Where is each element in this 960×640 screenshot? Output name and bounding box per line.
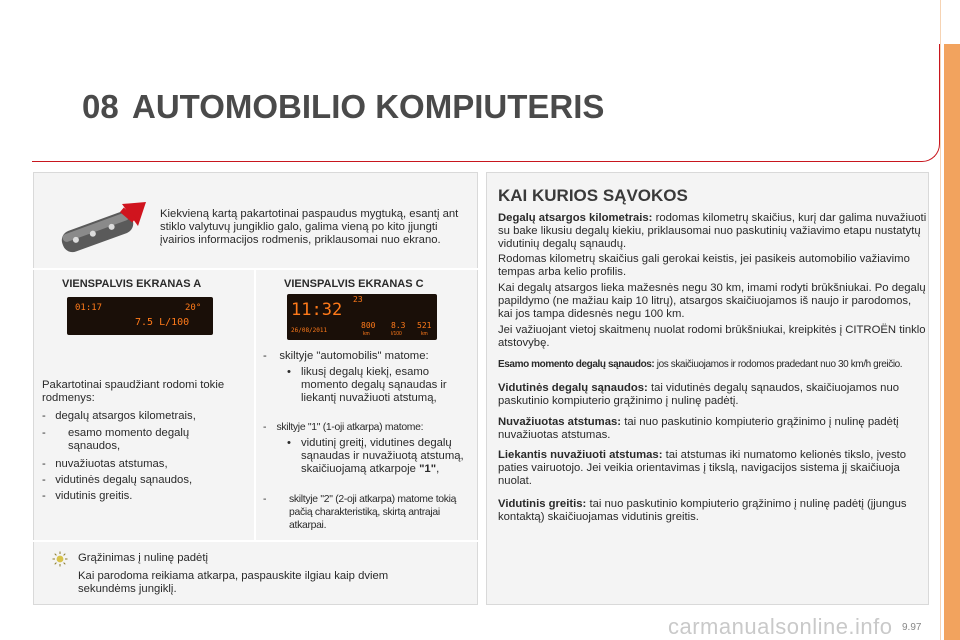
term-distance: Nuvažiuotas atstumas: [498, 416, 622, 428]
definition-distance: tai nuo paskutinio kompiuterio grąžinimo į nulinę padėtį nuvažiuotas atstumas. [498, 416, 899, 441]
term-remaining-distance: Liekantis nuvažiuoti atstumas: [498, 449, 663, 461]
divider [33, 540, 478, 542]
page-title: AUTOMOBILIO KOMPIUTERIS [132, 88, 605, 125]
section-title: KAI KURIOS SĄVOKOS [498, 186, 688, 205]
c-item-b-text: skiltyje "1" (1-oji atkarpa) matome: [276, 422, 424, 433]
c-item-a-sub-text: likusį degalų kiekį, esamo momento degalų sąnaudas ir liekantį nuvažiuoti atstumą, [301, 366, 447, 404]
definition-average-consumption: tai vidutinės degalų sąnaudos, skaičiuojamos nuo paskutinio kompiuterio grąžinimo į nulinę padėtį. [498, 382, 900, 407]
screen-c-value-3: 521 [417, 321, 432, 330]
paragraph-fuel-range [498, 212, 928, 251]
c-item-b: - skiltyje "1" (1-oji atkarpa) matome: [263, 422, 424, 433]
paragraph-dashes: Kai degalų atsargos lieka mažesnės negu 30 km, imami rodyti brūkšniukai. Po degalų papildymo (ne mažiau kaip 10 litrų), atsargos skaičiuojamos iš naujo ir parodomos, kai jos tampa didesnės negu 100 km. [498, 282, 926, 320]
definition-average-speed: tai nuo paskutinio kompiuterio grąžinimo į nulinę padėtį (įjungus kontaktą) skaičiuojamas vidutinis greitis. [498, 498, 907, 523]
intro-text: Kiekvieną kartą pakartotinai paspaudus mygtuką, esantį ant stiklo valytuvų jungiklio galo, galima vieną po kito įjungti įvairios informacijos rodmenis, priklausomai nuo ekrano. [160, 208, 459, 246]
paragraph-remaining-distance [498, 449, 928, 488]
screen-c-time: 11:32 [291, 300, 343, 320]
c-item-b-sub-text: vidutinį greitį, vidutines degalų sąnaudas ir nuvažiuotą atstumą, skaičiuojamą atkarpoje [301, 437, 464, 475]
watermark: carmanualsonline.info [668, 614, 893, 639]
chapter-number: 08 [82, 88, 119, 125]
page-edge-line [940, 0, 941, 640]
screen-c-unit-2: l/100 [391, 331, 402, 337]
screen-c-unit-1: km [363, 331, 370, 337]
screen-c-value-2: 8.3 [391, 321, 406, 330]
c-item-c: - skiltyje "2" (2-oji atkarpa) matome tokią pačią charakteristiką, skirtą antrajai atkarpai. [263, 493, 468, 532]
term-fuel-range: Degalų atsargos kilometrais: [498, 212, 653, 224]
paragraph-average-consumption [498, 382, 928, 408]
definition-current-consumption: jos skaičiuojamos ir rodomos pradedant nuo 30 km/h greičio. [656, 359, 903, 370]
screen-a-display [67, 297, 213, 335]
screen-c-value-1: 800 [361, 321, 376, 330]
lightbulb-icon [52, 551, 68, 567]
paragraph-range-note: Rodomas kilometrų skaičius gali gerokai keistis, jei pasikeis automobilio važiavimo tempas arba kelio profilis. [498, 253, 910, 278]
list-item-text: vidutinis greitis. [55, 490, 133, 502]
definition-remaining-distance: tai atstumas iki numatomo kelionės tikslo, įvesto paties vairuotojo. Jei veikia orientavimas į tikslą, navigacijos sistema jį skaičiuoja nuolat. [498, 449, 907, 487]
screen-a-time: 01:17 [75, 303, 103, 313]
term-average-speed: Vidutinis greitis: [498, 498, 587, 510]
c-item-a-text: skiltyje "automobilis" matome: [279, 350, 429, 362]
wiper-stalk-icon [52, 200, 148, 260]
c-item-c-text: skiltyje "2" (2-oji atkarpa) matome tokią pačią charakteristiką, skirtą antrajai atkarpai. [289, 494, 457, 531]
paragraph-distance [498, 416, 928, 442]
c-item-a-sub: • likusį degalų kiekį, esamo momento degalų sąnaudas ir liekantį nuvažiuoti atstumą, [291, 366, 471, 405]
page-number: 9.97 [902, 622, 922, 633]
list-item: - vidutinės degalų sąnaudos, [42, 474, 193, 486]
paragraph-dealer: Jei važiuojant vietoj skaitmenų nuolat rodomi brūkšniukai, kreipkitės į CITROËN tinklo atstovybę. [498, 324, 926, 349]
reset-title: Grąžinimas į nulinę padėtį [78, 552, 208, 564]
list-item: - esamo momento degalų sąnaudos, [42, 427, 242, 453]
list-item: - nuvažiuotas atstumas, [42, 458, 168, 470]
screen-c-temp: 23 [353, 295, 363, 304]
c-item-b-sub-bold: "1" [419, 463, 437, 475]
list-item-text: degalų atsargos kilometrais, [55, 410, 196, 422]
reset-text: Kai parodoma reikiama atkarpa, paspauskite ilgiau kaip dviem sekundėms jungiklį. [78, 570, 389, 595]
definition-fuel-range: rodomas kilometrų skaičius, kurį dar galima nuvažiuoti su bake likusiu degalų kiekiu, priklausomai nuo paskutinių važiavimo etapu nustatytų vidutinių degalų sąnaudų. [498, 212, 927, 250]
c-item-b-sub: • vidutinį greitį, vidutines degalų sąnaudas ir nuvažiuotą atstumą, skaičiuojamą atkarpoje "1", [287, 437, 464, 475]
c-item-a: - skiltyje "automobilis" matome: [263, 350, 429, 362]
screen-c-display [287, 294, 437, 340]
list-item-text: nuvažiuotas atstumas, [55, 458, 168, 470]
screen-c-unit-3: km [421, 331, 428, 337]
term-current-consumption: Esamo momento degalų sąnaudos: [498, 359, 655, 370]
list-intro: Pakartotinai spaudžiant rodomi tokie rodmenys: [42, 379, 225, 404]
chapter-tab [944, 44, 960, 640]
term-average-consumption: Vidutinės degalų sąnaudos: [498, 382, 648, 394]
paragraph-current-consumption [498, 358, 928, 371]
screen-a-reading: 7.5 L/100 [135, 317, 190, 328]
screen-c-date: 26/08/2011 [291, 327, 328, 334]
screen-a-temp: 20° [185, 303, 202, 313]
screen-c-title: VIENSPALVIS EKRANAS C [284, 278, 424, 290]
divider-vertical [254, 270, 256, 540]
screen-a-title: VIENSPALVIS EKRANAS A [62, 278, 202, 290]
list-item: - vidutinis greitis. [42, 490, 133, 502]
paragraph-average-speed [498, 498, 928, 524]
list-item: - degalų atsargos kilometrais, [42, 410, 196, 422]
list-item-text: vidutinės degalų sąnaudos, [55, 474, 193, 486]
list-item-text: esamo momento degalų sąnaudos, [68, 427, 190, 452]
